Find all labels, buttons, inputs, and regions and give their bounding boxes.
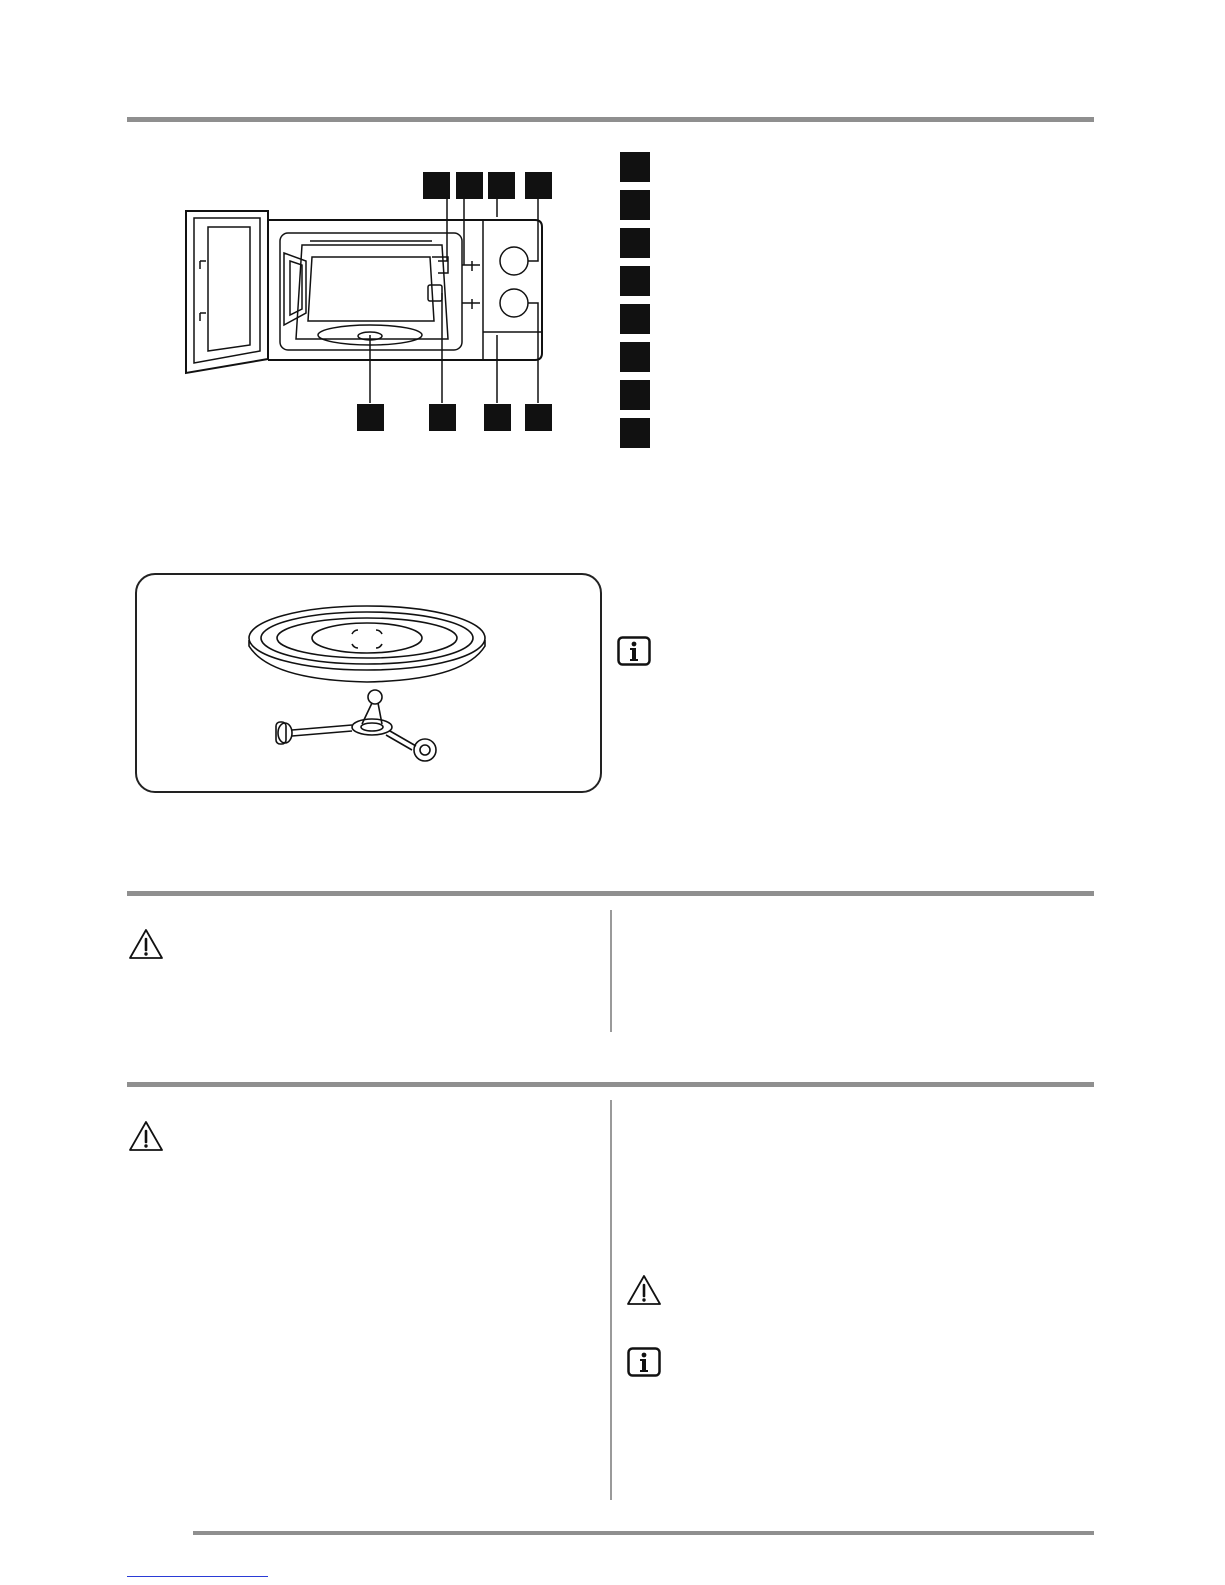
- callout-bottom-2: [429, 404, 456, 431]
- legend-item-8: [620, 418, 650, 448]
- warning-icon: [128, 1120, 164, 1152]
- legend-item-6: [620, 342, 650, 372]
- legend-item-4: [620, 266, 650, 296]
- column-divider: [610, 910, 612, 1032]
- legend-item-2: [620, 190, 650, 220]
- warning-icon: [626, 1274, 662, 1306]
- callout-top-1: [423, 172, 450, 199]
- callout-bottom-3: [484, 404, 511, 431]
- callout-top-4: [525, 172, 552, 199]
- warning-icon: [128, 928, 164, 960]
- info-icon: [627, 1347, 661, 1377]
- info-icon: [617, 636, 651, 666]
- callout-top-3: [488, 172, 515, 199]
- footer-link[interactable]: [127, 1576, 268, 1577]
- legend-item-7: [620, 380, 650, 410]
- column-divider: [610, 1100, 612, 1500]
- section-rule-daily-use: [127, 1082, 1094, 1087]
- section-rule-product-description: [127, 117, 1094, 122]
- legend-item-3: [620, 228, 650, 258]
- legend-item-5: [620, 304, 650, 334]
- legend-item-1: [620, 152, 650, 182]
- section-rule-before-first-use: [127, 891, 1094, 896]
- callout-top-2: [456, 172, 483, 199]
- turntable-illustration: [240, 600, 495, 780]
- footer-rule: [193, 1531, 1094, 1535]
- callout-bottom-4: [525, 404, 552, 431]
- callout-bottom-1: [357, 404, 384, 431]
